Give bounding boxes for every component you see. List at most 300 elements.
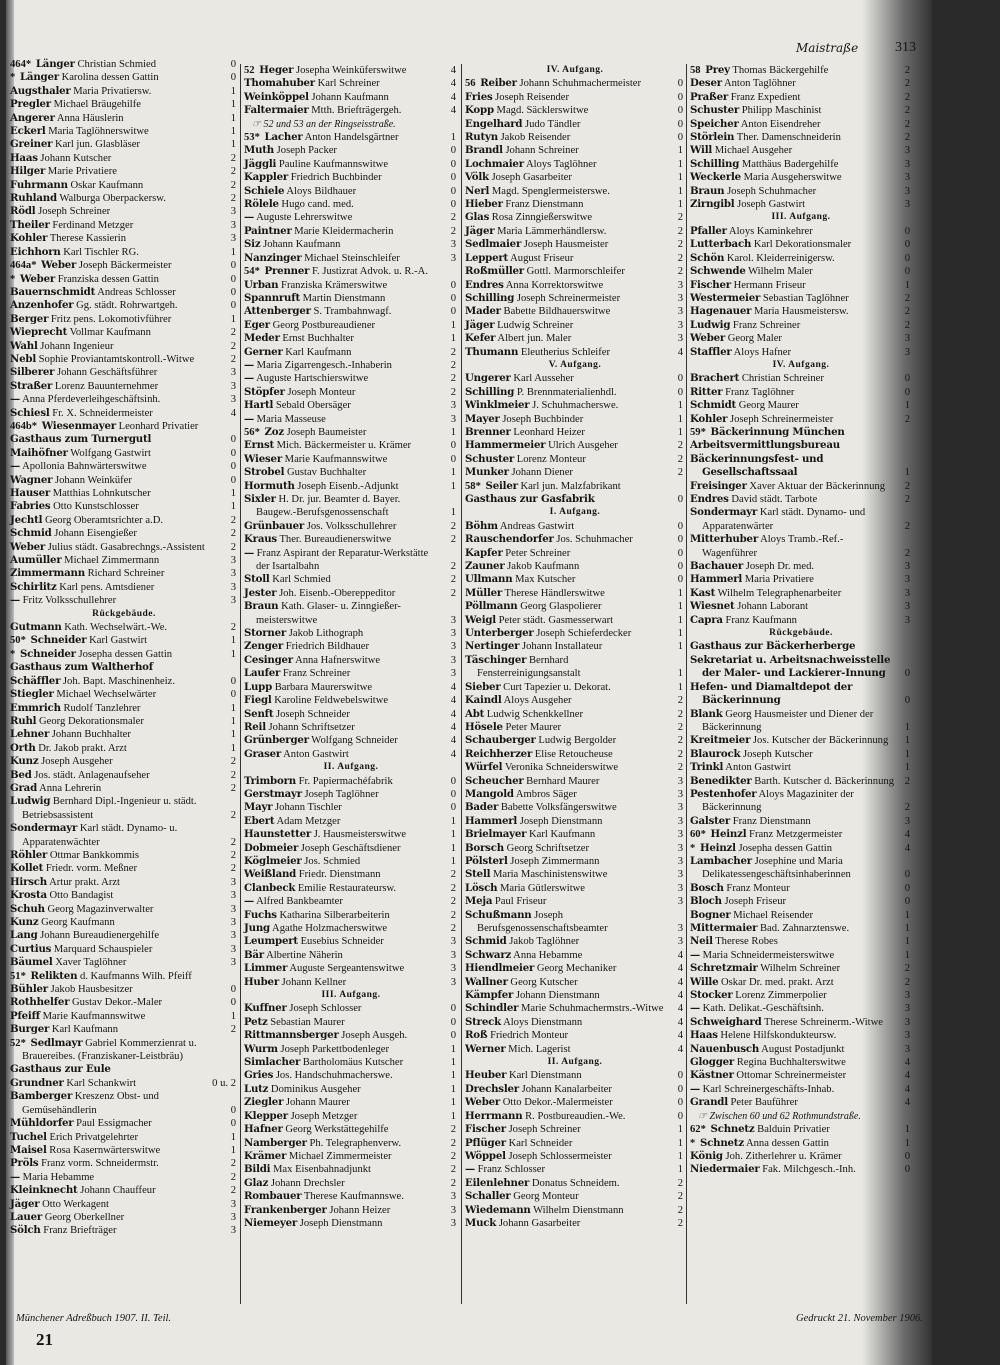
resident-entry — [10, 179, 238, 192]
resident-details: Albert jun. Maler — [497, 333, 572, 345]
resident-entry — [10, 728, 238, 741]
resident-name: Prenner — [264, 265, 310, 278]
floor-number: 3 — [230, 943, 236, 955]
resident-entry — [244, 144, 458, 157]
resident-name: Fiegl — [244, 694, 272, 707]
resident-entry — [10, 742, 238, 755]
resident-entry — [465, 855, 685, 868]
resident-name: Schiesl — [10, 406, 50, 419]
resident-details: Emilie Restaurateursw. — [297, 882, 397, 894]
resident-details: Matthias Lohnkutscher — [52, 488, 151, 499]
floor-number: 4 — [450, 708, 456, 720]
resident-name: Hefen- und Diamaltdepot der Bäckerinnung — [690, 680, 853, 707]
resident-name: Wiesnet — [690, 600, 735, 613]
resident-entry — [690, 453, 912, 480]
floor-number: 1 — [904, 923, 910, 934]
resident-name: — — [244, 358, 254, 371]
floor-number: 2 — [677, 1204, 683, 1216]
resident-details: Joseph Dr. med. — [745, 561, 815, 573]
resident-name: Kunz — [10, 755, 39, 768]
floor-number: 2 — [677, 762, 683, 774]
resident-details: Maria Lämmerhändlersw. — [497, 225, 607, 237]
floor-number: 2 — [677, 1177, 683, 1189]
floor-number: 4 — [904, 1097, 910, 1109]
resident-entry — [10, 420, 238, 433]
resident-details: Franz Aspirant der Reparatur-Werkstätte der Isartalbahn — [256, 547, 429, 573]
floor-number: 2 — [904, 91, 910, 103]
resident-name: Streck — [465, 1015, 501, 1028]
resident-details: Philipp Maschinist — [741, 105, 822, 117]
resident-entry — [465, 265, 685, 278]
resident-name: Rothhelfer — [10, 996, 70, 1009]
floor-number: 2 — [677, 453, 683, 465]
floor-number: 2 — [904, 976, 910, 988]
resident-details: Sophie Proviantamtskontroll.-Witwe — [38, 353, 195, 365]
floor-number: 2 — [450, 923, 456, 934]
resident-entry — [465, 614, 685, 627]
resident-name: Simlacher — [244, 1056, 301, 1069]
floor-number: 3 — [450, 949, 456, 961]
resident-details: Johann Kaufmann — [263, 239, 341, 251]
floor-number: 0 — [230, 286, 236, 298]
floor-number: 1 — [677, 628, 683, 640]
resident-entry — [244, 1029, 458, 1042]
house-number: 464a* — [10, 260, 37, 272]
resident-entry — [465, 1029, 685, 1042]
resident-name: Hormuth — [244, 479, 295, 492]
resident-name: Fries — [465, 90, 493, 103]
resident-details: Rosa Kasernwärterswitwe — [49, 1144, 161, 1156]
resident-entry — [690, 989, 912, 1002]
resident-name: Gries — [244, 1069, 274, 1082]
resident-entry — [10, 1117, 238, 1130]
resident-name: Will — [690, 144, 713, 157]
resident-name: Ungerer — [465, 372, 511, 385]
resident-details: Friedrich Buchbinder — [290, 172, 382, 184]
resident-entry — [244, 694, 458, 707]
resident-details: Michael Zimmermann — [64, 555, 160, 567]
floor-number: 4 — [450, 65, 456, 76]
resident-entry — [10, 983, 238, 996]
resident-name: Speicher — [690, 117, 739, 130]
resident-name: Schnetz — [710, 1123, 755, 1136]
resident-details: Katharina Silberarbeiterin — [279, 909, 390, 921]
resident-entry — [465, 681, 685, 694]
resident-details: Georg Oberamtsrichter a.D. — [44, 514, 164, 526]
footer-imprint: Münchener Adreßbuch 1907. II. Teil. — [16, 1313, 172, 1324]
resident-details: Kreszenz Obst- und Gemüsehändlerin — [22, 1091, 159, 1116]
resident-name: Hirsch — [10, 875, 48, 888]
resident-details: Karl städt. Dynamo- u. Apparatenwächter — [22, 823, 178, 848]
resident-entry — [10, 514, 238, 527]
resident-entry — [10, 433, 238, 446]
floor-number: 0 — [677, 574, 683, 586]
resident-name: Stocker — [690, 989, 733, 1002]
resident-name: Haas — [10, 151, 38, 164]
resident-entry — [465, 640, 685, 653]
resident-details: Therese Robes — [715, 936, 778, 948]
floor-number: 2 — [450, 1177, 456, 1189]
resident-name: Muth — [244, 144, 274, 157]
resident-details: Agathe Holzmacherswitwe — [272, 923, 388, 934]
resident-details: Barth. Kutscher d. Bäckerinnung — [754, 775, 894, 787]
resident-details: Franz Expedient — [730, 91, 801, 103]
floor-number: 4 — [450, 681, 456, 693]
resident-entry — [10, 286, 238, 299]
resident-details: Alfred Bankbeamter — [256, 896, 343, 908]
floor-number: 2 — [450, 386, 456, 398]
floor-number: 1 — [230, 1131, 236, 1143]
resident-entry — [244, 1163, 458, 1176]
resident-details: Bartholomäus Kutscher — [302, 1057, 404, 1069]
floor-number: 2 — [230, 1158, 236, 1170]
resident-details: Wolfgang Gastwirt — [70, 447, 151, 459]
resident-entry — [244, 386, 458, 399]
floor-number: 4 — [677, 346, 683, 358]
floor-number: 2 — [904, 802, 910, 814]
resident-entry — [10, 648, 238, 661]
resident-entry — [465, 761, 685, 774]
resident-name: Grünberger — [244, 734, 309, 747]
resident-entry — [10, 1010, 238, 1023]
floor-number: 0 — [904, 239, 910, 251]
resident-entry — [690, 1096, 912, 1109]
floor-number: 1 — [450, 319, 456, 331]
house-number: 56 — [465, 78, 476, 90]
resident-entry — [690, 399, 912, 412]
resident-name: Weigl — [465, 613, 496, 626]
resident-details: Thomas Bäckergehilfe — [732, 65, 829, 76]
resident-details: Joseph Schreiner — [38, 206, 111, 218]
resident-entry — [465, 1016, 685, 1029]
resident-entry — [244, 1123, 458, 1136]
resident-name: Schneider — [19, 647, 76, 660]
resident-name: Schmid — [10, 527, 52, 540]
resident-entry — [465, 895, 685, 908]
resident-entry — [690, 1056, 912, 1069]
resident-name: Schmid — [465, 935, 507, 948]
resident-name: Trimborn — [244, 774, 296, 787]
resident-name: Westermeier — [690, 291, 761, 304]
resident-name: Laufer — [244, 667, 281, 680]
resident-entry — [690, 1150, 912, 1163]
resident-entry — [690, 882, 912, 895]
floor-number: 2 — [450, 869, 456, 881]
house-number: 56* — [244, 426, 260, 438]
resident-entry — [690, 506, 912, 533]
resident-name: Stiegler — [10, 688, 54, 701]
resident-entry — [10, 634, 238, 647]
resident-entry — [690, 895, 912, 908]
resident-name: Jäggli — [244, 157, 277, 170]
resident-name: Rombauer — [244, 1190, 302, 1203]
resident-details: Karl Dekorationsmaler — [753, 239, 852, 251]
floor-number: 0 — [677, 494, 683, 505]
section-heading: Rückgebäude. — [769, 628, 833, 639]
floor-number: 1 — [677, 587, 683, 599]
resident-details: Ferdinand Metzger — [52, 219, 134, 231]
resident-entry — [244, 922, 458, 935]
resident-name: Stell — [465, 868, 491, 881]
resident-name: Bäumel — [10, 956, 53, 969]
resident-details: Erich Privatgelehrter — [49, 1131, 139, 1143]
resident-details: Johann Dienstmann — [515, 990, 600, 1002]
resident-entry — [465, 1204, 685, 1217]
floor-number: 0 — [230, 447, 236, 459]
resident-name: Hilger — [10, 165, 46, 178]
resident-name: — — [10, 393, 20, 406]
resident-name: Schneider — [30, 634, 87, 647]
floor-number: 0 — [230, 675, 236, 687]
resident-name: Ullmann — [465, 573, 513, 586]
resident-details: Ludwig Bergolder — [538, 735, 617, 747]
floor-number: 0 — [904, 373, 910, 385]
footer-print-date: Gedruckt 21. November 1906. — [796, 1313, 923, 1324]
resident-entry — [465, 1110, 685, 1123]
resident-name: Pölsterl — [465, 854, 508, 867]
resident-details: Georg Werkstättegehilfe — [285, 1124, 389, 1136]
floor-number: 1 — [677, 1150, 683, 1162]
resident-entry — [244, 413, 458, 426]
section-heading: IV. Aufgang. — [546, 65, 604, 75]
resident-details: Karol. Kleiderreinigersw. — [726, 252, 835, 264]
resident-entry — [10, 353, 238, 366]
resident-entry — [244, 640, 458, 653]
resident-name: Kappler — [244, 171, 289, 184]
resident-details: Dominikus Ausgeher — [270, 1083, 361, 1095]
resident-details: Christian Schmied — [77, 59, 157, 70]
resident-entry — [10, 219, 238, 232]
resident-details: Georg Hausmeister und Diener der Bäckerinnung — [702, 708, 874, 733]
resident-details: Franz Metzgermeister — [749, 829, 843, 841]
resident-details: Joseph Berufsgenossenschaftsbeamter — [477, 909, 608, 934]
resident-details: Fr. X. Schneidermeister — [52, 407, 153, 419]
resident-name: Hafner — [244, 1123, 283, 1136]
floor-number: 2 — [230, 179, 236, 191]
resident-name: Maihöfner — [10, 446, 68, 459]
resident-entry — [465, 386, 685, 399]
resident-entry — [465, 185, 685, 198]
floor-number: 0 — [450, 172, 456, 184]
house-number: 52 — [244, 65, 255, 76]
resident-details: Jakob Kaufmann — [507, 561, 580, 573]
resident-details: Leonhard Privatier — [118, 420, 199, 432]
floor-number: 1 — [230, 501, 236, 513]
resident-name: Sondermayr — [10, 822, 78, 835]
floor-number: 0 — [677, 1110, 683, 1122]
resident-details: Joseph Schieferdecker — [536, 628, 632, 640]
column-4 — [690, 64, 912, 1177]
resident-name: Reiber — [480, 77, 517, 90]
resident-entry — [465, 520, 685, 533]
resident-details: David städt. Tarbote — [731, 494, 818, 505]
resident-name: Fuhrmann — [10, 178, 68, 191]
resident-details: August Friseur — [510, 252, 574, 264]
resident-entry — [690, 788, 912, 815]
resident-name: Kapfer — [465, 546, 503, 559]
resident-name: Galster — [690, 814, 731, 827]
floor-number: 0 — [677, 132, 683, 144]
resident-name: — — [244, 895, 254, 908]
resident-name: Schretzmair — [690, 962, 758, 975]
floor-number: 0 — [230, 72, 236, 84]
resident-name: Sondermayr — [690, 506, 758, 519]
resident-entry — [244, 949, 458, 962]
resident-details: Eleutherius Schleifer — [520, 346, 610, 358]
floor-number: 3 — [904, 587, 910, 599]
resident-details: Barbara Maurerswitwe — [274, 681, 373, 693]
resident-name: Frankenberger — [244, 1203, 327, 1216]
floor-number: 1 — [904, 1124, 910, 1136]
resident-details: Jos. Kutscher der Bäckerinnung — [752, 735, 889, 747]
resident-entry — [244, 627, 458, 640]
floor-number: 2 — [677, 225, 683, 237]
resident-entry — [465, 252, 685, 265]
resident-entry — [10, 1171, 238, 1184]
floor-number: 3 — [677, 842, 683, 854]
resident-name: Graser — [244, 747, 282, 760]
resident-name: Grandl — [690, 1096, 728, 1109]
resident-details: Hugo cand. med. — [281, 199, 354, 211]
resident-entry — [690, 252, 912, 265]
resident-entry — [690, 734, 912, 747]
resident-details: Helene Hilfskondukteursw. — [720, 1030, 837, 1042]
floor-number: 3 — [677, 882, 683, 894]
floor-number: 3 — [450, 641, 456, 653]
floor-number: 3 — [230, 903, 236, 915]
floor-number: 3 — [677, 802, 683, 814]
resident-details: Georg Dekorationsmaler — [39, 715, 144, 727]
floor-number: 4 — [677, 1043, 683, 1055]
resident-details: Karl Gastwirt — [89, 635, 148, 647]
floor-number: 4 — [450, 91, 456, 103]
resident-name: Straßer — [10, 379, 53, 392]
resident-entry — [244, 681, 458, 694]
resident-entry — [10, 956, 238, 969]
resident-entry — [465, 198, 685, 211]
resident-details: Georg Magazinverwalter — [47, 903, 154, 915]
resident-entry — [244, 480, 458, 493]
resident-entry — [244, 77, 458, 90]
floor-number: 0 — [450, 802, 456, 814]
floor-number: 1 — [677, 145, 683, 157]
floor-number: 2 — [677, 695, 683, 707]
floor-number: 3 — [450, 252, 456, 264]
resident-name: Burger — [10, 1023, 50, 1036]
resident-entry — [465, 708, 685, 721]
resident-details: Aloys Kaminkehrer — [728, 225, 813, 237]
resident-entry — [244, 265, 458, 278]
resident-entry — [465, 104, 685, 117]
resident-name: Weber — [10, 540, 46, 553]
floor-number: 1 — [450, 1070, 456, 1082]
resident-name: Munker — [465, 466, 509, 479]
resident-name: Nanzinger — [244, 251, 302, 264]
resident-details: Georg Oberkellner — [44, 1211, 125, 1223]
resident-details: Bernhard Dipl.-Ingenieur u. städt. Betriebsassistent — [22, 796, 197, 821]
resident-details: Aloys Dienstmann — [503, 1016, 583, 1028]
resident-entry — [690, 386, 912, 399]
resident-name: Weißland — [244, 868, 297, 881]
resident-entry — [465, 1177, 685, 1190]
floor-number: 3 — [904, 614, 910, 626]
resident-entry — [465, 882, 685, 895]
floor-number: 4 — [677, 1003, 683, 1015]
floor-number: 0 — [230, 997, 236, 1009]
resident-entry — [10, 1184, 238, 1197]
floor-number: 1 — [230, 1010, 236, 1022]
resident-entry — [244, 828, 458, 841]
floor-number: 2 — [230, 340, 236, 352]
floor-number: 3 — [450, 1217, 456, 1229]
resident-entry — [10, 702, 238, 715]
floor-number: 4 — [677, 990, 683, 1002]
floor-number: 2 — [450, 1137, 456, 1149]
floor-number: 3 — [904, 346, 910, 358]
resident-details: Franz Briefträger — [43, 1225, 117, 1237]
resident-name: Gasthaus zum Waltherhof — [10, 661, 153, 674]
resident-details: Anna Pferdeverleihgeschäftsinh. — [22, 394, 161, 406]
resident-entry — [690, 118, 912, 131]
floor-number: 0 — [904, 225, 910, 237]
resident-details: Joseph Dienstmann — [519, 815, 603, 827]
resident-details: Franz Dienstmann — [505, 199, 584, 211]
floor-number: 2 — [230, 809, 236, 821]
resident-name: Benedikter — [690, 774, 752, 787]
resident-entry — [10, 1037, 238, 1064]
floor-number: 2 — [677, 266, 683, 278]
resident-entry — [244, 1137, 458, 1150]
floor-number: 3 — [450, 1191, 456, 1203]
resident-name: Curtius — [10, 942, 52, 955]
resident-details: Maria Taglöhnerswitwe — [48, 126, 149, 138]
resident-entry — [10, 205, 238, 218]
resident-details: Josephine und Maria Delikatessengeschäftsinhaberinnen — [702, 855, 851, 881]
floor-number: 2 — [230, 622, 236, 634]
floor-number: 0 — [677, 91, 683, 103]
floor-number: 2 — [904, 292, 910, 304]
house-number: * — [10, 273, 16, 285]
resident-entry — [465, 91, 685, 104]
resident-entry — [10, 782, 238, 795]
resident-details: Maria Masseuse — [256, 413, 326, 425]
resident-details: Karl Kaufmann — [51, 1024, 119, 1036]
floor-number: 1 — [230, 742, 236, 754]
floor-number: 1 — [904, 909, 910, 921]
floor-number: 0 — [677, 118, 683, 130]
resident-details: Georg Monteur — [513, 1191, 579, 1203]
resident-name: Weckerle — [690, 171, 741, 184]
resident-name: Gutmann — [10, 621, 62, 634]
resident-details: Aloys Taglöhner — [525, 158, 597, 170]
resident-entry — [465, 144, 685, 157]
resident-name: Engelhard — [465, 117, 523, 130]
resident-name: Schindler — [465, 1002, 519, 1015]
resident-entry — [690, 158, 912, 171]
resident-name: Berger — [10, 312, 49, 325]
resident-details: Karl Kaufmann — [285, 346, 352, 358]
resident-name: Angerer — [10, 111, 55, 124]
resident-details: Johann Tischler — [275, 802, 342, 814]
resident-details: Johann Kaufmann — [311, 91, 389, 103]
resident-details: Elise Retoucheuse — [534, 748, 613, 760]
resident-details: Fritz Volksschullehrer — [22, 595, 117, 607]
floor-number: 3 — [677, 292, 683, 304]
resident-details: Joseph Gastwirt — [737, 199, 806, 211]
floor-number: 3 — [450, 628, 456, 640]
floor-number: 0 — [450, 158, 456, 170]
resident-details: Bernhard Maurer — [526, 775, 600, 787]
